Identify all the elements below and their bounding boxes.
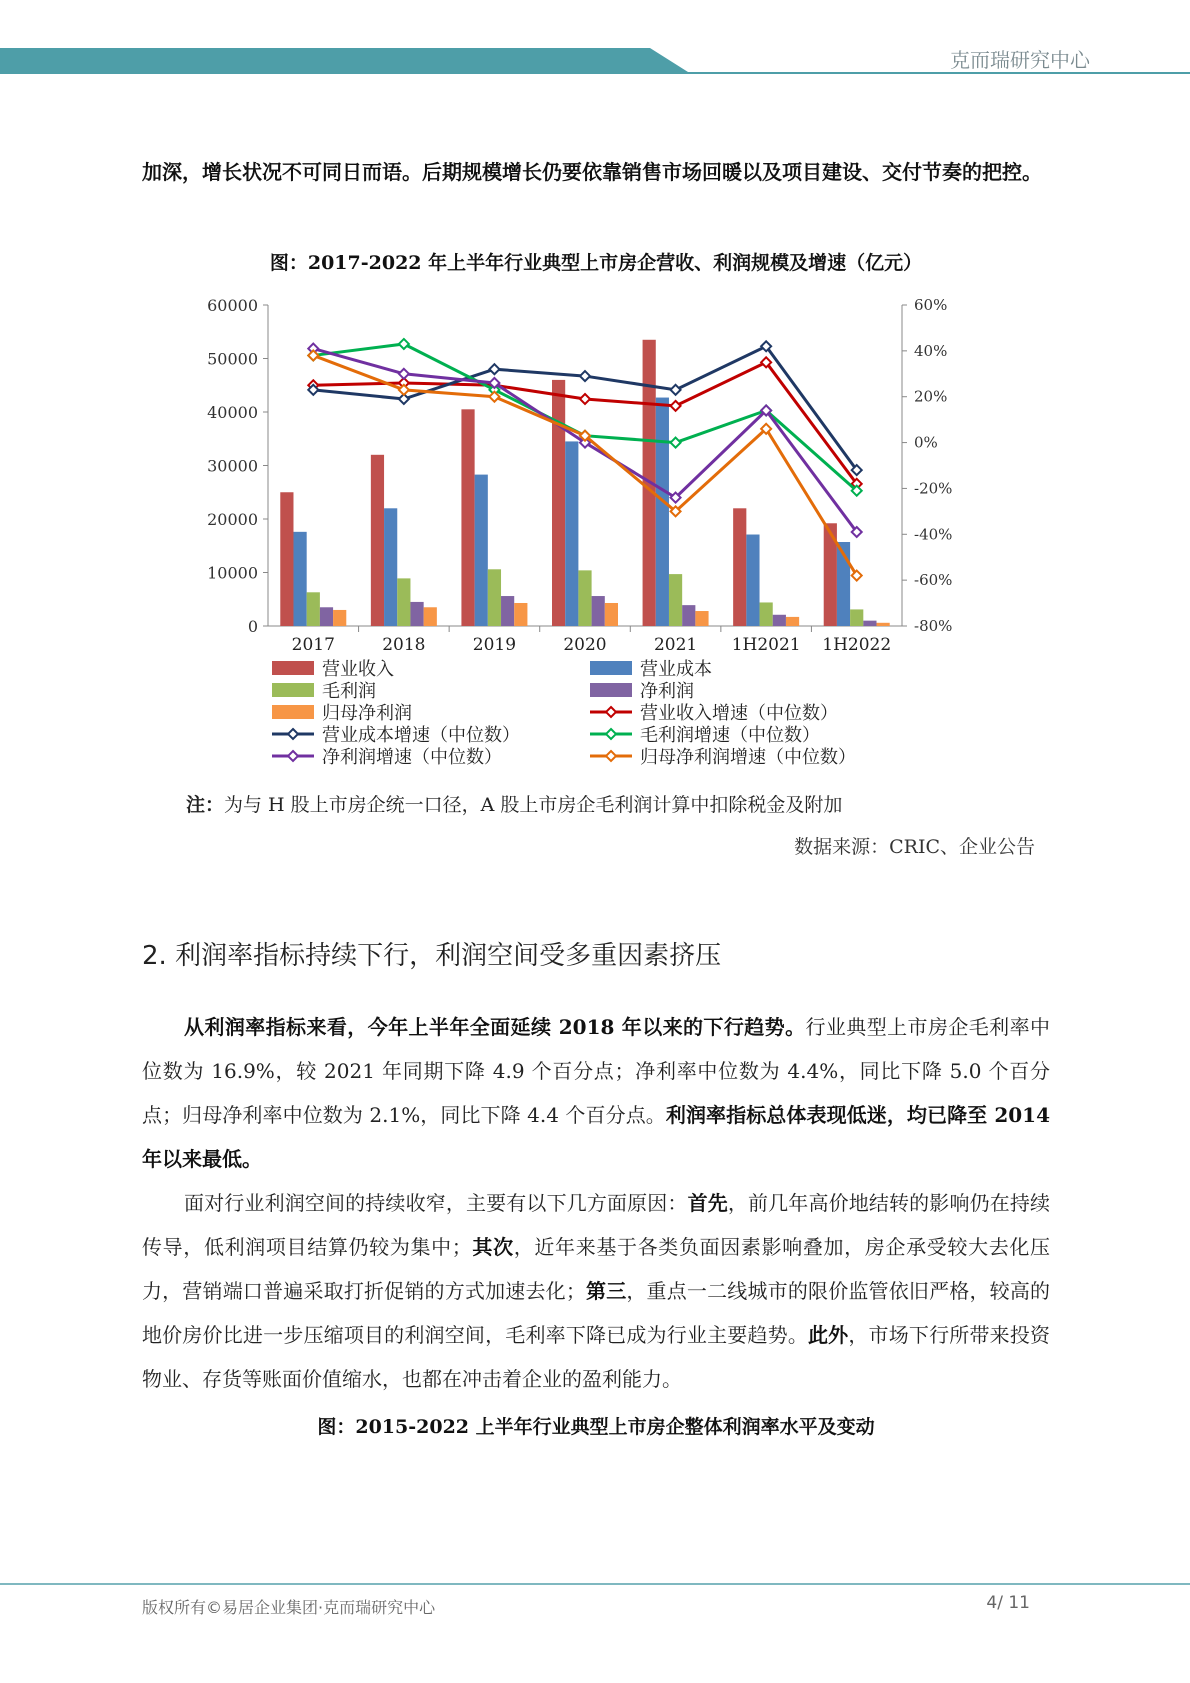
- bar-2-1H2022: [850, 609, 863, 626]
- bar-4-2018: [424, 607, 437, 626]
- line-point-4-2018: [399, 385, 409, 395]
- x-tick-label: 2021: [653, 635, 698, 655]
- bar-3-2018: [410, 602, 423, 626]
- right-tick-label: 0%: [914, 433, 938, 452]
- bar-1-2018: [384, 508, 397, 626]
- figure2-title: 图：2015-2022 上半年行业典型上市房企整体利润率水平及变动: [317, 1416, 875, 1438]
- bar-1-2019: [475, 475, 488, 626]
- bar-3-2019: [501, 596, 514, 626]
- bar-1-1H2021: [746, 535, 759, 626]
- bar-2-2021: [669, 574, 682, 626]
- bar-3-1H2021: [773, 615, 786, 626]
- legend-marker: [606, 729, 616, 739]
- line-point-1-2020: [580, 371, 590, 381]
- figure1-note: 注：为与 H 股上市房企统一口径，A 股上市房企毛利润计算中扣除税金及附加: [186, 794, 843, 816]
- footer-copyright: 版权所有©易居企业集团·克而瑞研究中心: [142, 1598, 436, 1617]
- footer-divider: [0, 1583, 1190, 1585]
- right-tick-label: -80%: [914, 617, 953, 635]
- figure1-title: 图：2017-2022 年上半年行业典型上市房企营收、利润规模及增速（亿元）: [269, 252, 923, 274]
- bar-1-2017: [293, 532, 306, 626]
- legend-label: 营业成本: [640, 659, 712, 680]
- bar-4-2019: [514, 603, 527, 626]
- page-number: 4/ 11: [986, 1593, 1030, 1613]
- bar-3-2020: [592, 596, 605, 626]
- right-tick-label: -20%: [914, 479, 953, 498]
- x-tick-label: 1H2021: [731, 635, 801, 655]
- left-tick-label: 30000: [207, 456, 258, 476]
- line-point-4-2017: [308, 350, 318, 360]
- right-tick-label: -40%: [914, 525, 953, 544]
- bar-3-2017: [320, 607, 333, 626]
- right-tick-label: -60%: [914, 571, 953, 590]
- section2-title: 2. 利润率指标持续下行，利润空间受多重因素挤压: [142, 941, 722, 971]
- bar-3-1H2022: [863, 621, 876, 626]
- legend-swatch: [590, 661, 632, 675]
- bar-4-2017: [333, 610, 346, 626]
- legend-swatch: [272, 705, 314, 719]
- bar-0-2020: [552, 380, 565, 626]
- bar-4-1H2022: [877, 623, 890, 626]
- line-series-1: [313, 346, 856, 470]
- x-tick-label: 1H2022: [822, 635, 892, 655]
- bar-0-1H2021: [733, 508, 746, 626]
- x-tick-label: 2019: [472, 635, 517, 655]
- left-tick-label: 40000: [207, 403, 258, 422]
- legend-marker: [288, 751, 298, 761]
- legend-swatch: [590, 683, 632, 697]
- legend-swatch: [272, 683, 314, 697]
- bar-3-2021: [682, 605, 695, 626]
- legend-label: 毛利润: [322, 681, 376, 702]
- legend-marker: [288, 729, 298, 739]
- legend-marker: [606, 707, 616, 717]
- bar-2-2017: [307, 592, 320, 626]
- legend-label: 营业成本增速（中位数）: [322, 725, 520, 746]
- bar-2-2018: [397, 578, 410, 626]
- bar-1-2020: [565, 441, 578, 626]
- left-tick-label: 60000: [207, 296, 258, 315]
- line-point-0-2020: [580, 394, 590, 404]
- intro-paragraph: 加深，增长状况不可同日而语。后期规模增长仍要依靠销售市场回暖以及项目建设、交付节奏的把控。: [142, 160, 1042, 184]
- bar-4-2020: [605, 603, 618, 626]
- x-tick-label: 2018: [382, 635, 426, 655]
- left-tick-label: 20000: [207, 510, 258, 529]
- bar-1-2021: [656, 398, 669, 626]
- legend-label: 净利润: [640, 681, 694, 702]
- bar-4-1H2021: [786, 617, 799, 626]
- legend-label: 净利润增速（中位数）: [322, 747, 502, 768]
- legend-label: 营业收入增速（中位数）: [640, 703, 838, 724]
- legend-label: 营业收入: [322, 659, 394, 680]
- right-tick-label: 60%: [914, 296, 948, 314]
- figure1-source: 数据来源：CRIC、企业公告: [794, 836, 1035, 858]
- right-tick-label: 20%: [914, 387, 948, 406]
- line-point-3-2018: [399, 369, 409, 379]
- line-point-0-2021: [671, 401, 681, 411]
- line-point-2-2021: [671, 438, 681, 448]
- section2-paragraph-1: 从利润率指标来看，今年上半年全面延续 2018 年以来的下行趋势。行业典型上市房企毛利率中位数为 16.9%，较 2021 年同期下降 4.9 个百分点；净利率中位数为 4.4%，同比下降 5.0 个百分点；归母净利率中位数为 2.1%，同比下降 4.4 个百分点。利润率指标总体表现低迷，均已降至 2014 年以来最低。: [142, 1015, 1050, 1171]
- bar-2-2020: [578, 570, 591, 626]
- line-point-2-2018: [399, 339, 409, 349]
- header-brand: 克而瑞研究中心: [950, 48, 1090, 72]
- legend-label: 归母净利润: [322, 703, 412, 724]
- legend-swatch: [272, 661, 314, 675]
- line-series-2: [313, 344, 856, 491]
- figure1-chart: [190, 290, 980, 780]
- line-point-1-2019: [489, 364, 499, 374]
- right-tick-label: 40%: [914, 341, 948, 360]
- legend-label: 归母净利润增速（中位数）: [640, 747, 856, 768]
- bar-0-2017: [280, 492, 293, 626]
- bar-0-2019: [461, 409, 474, 626]
- x-tick-label: 2017: [291, 635, 335, 655]
- section2-paragraph-2: 面对行业利润空间的持续收窄，主要有以下几方面原因：首先，前几年高价地结转的影响仍在持续传导，低利润项目结算仍较为集中；其次，近年来基于各类负面因素影响叠加，房企承受较大去化压力，营销端口普遍采取打折促销的方式加速去化；第三，重点一二线城市的限价监管依旧严格，较高的地价房价比进一步压缩项目的利润空间，毛利率下降已成为行业主要趋势。此外，市场下行所带来投资物业、存货等账面价值缩水，也都在冲击着企业的盈利能力。: [142, 1191, 1051, 1391]
- x-tick-label: 2020: [563, 635, 607, 655]
- legend-label: 毛利润增速（中位数）: [640, 725, 820, 746]
- line-point-1-2021: [671, 385, 681, 395]
- bar-0-2018: [371, 455, 384, 626]
- left-tick-label: 0: [247, 617, 258, 636]
- left-tick-label: 50000: [207, 349, 258, 369]
- legend-marker: [606, 751, 616, 761]
- bar-2-1H2021: [760, 602, 773, 626]
- left-tick-label: 10000: [207, 563, 258, 583]
- bar-4-2021: [695, 611, 708, 626]
- bar-2-2019: [488, 569, 501, 626]
